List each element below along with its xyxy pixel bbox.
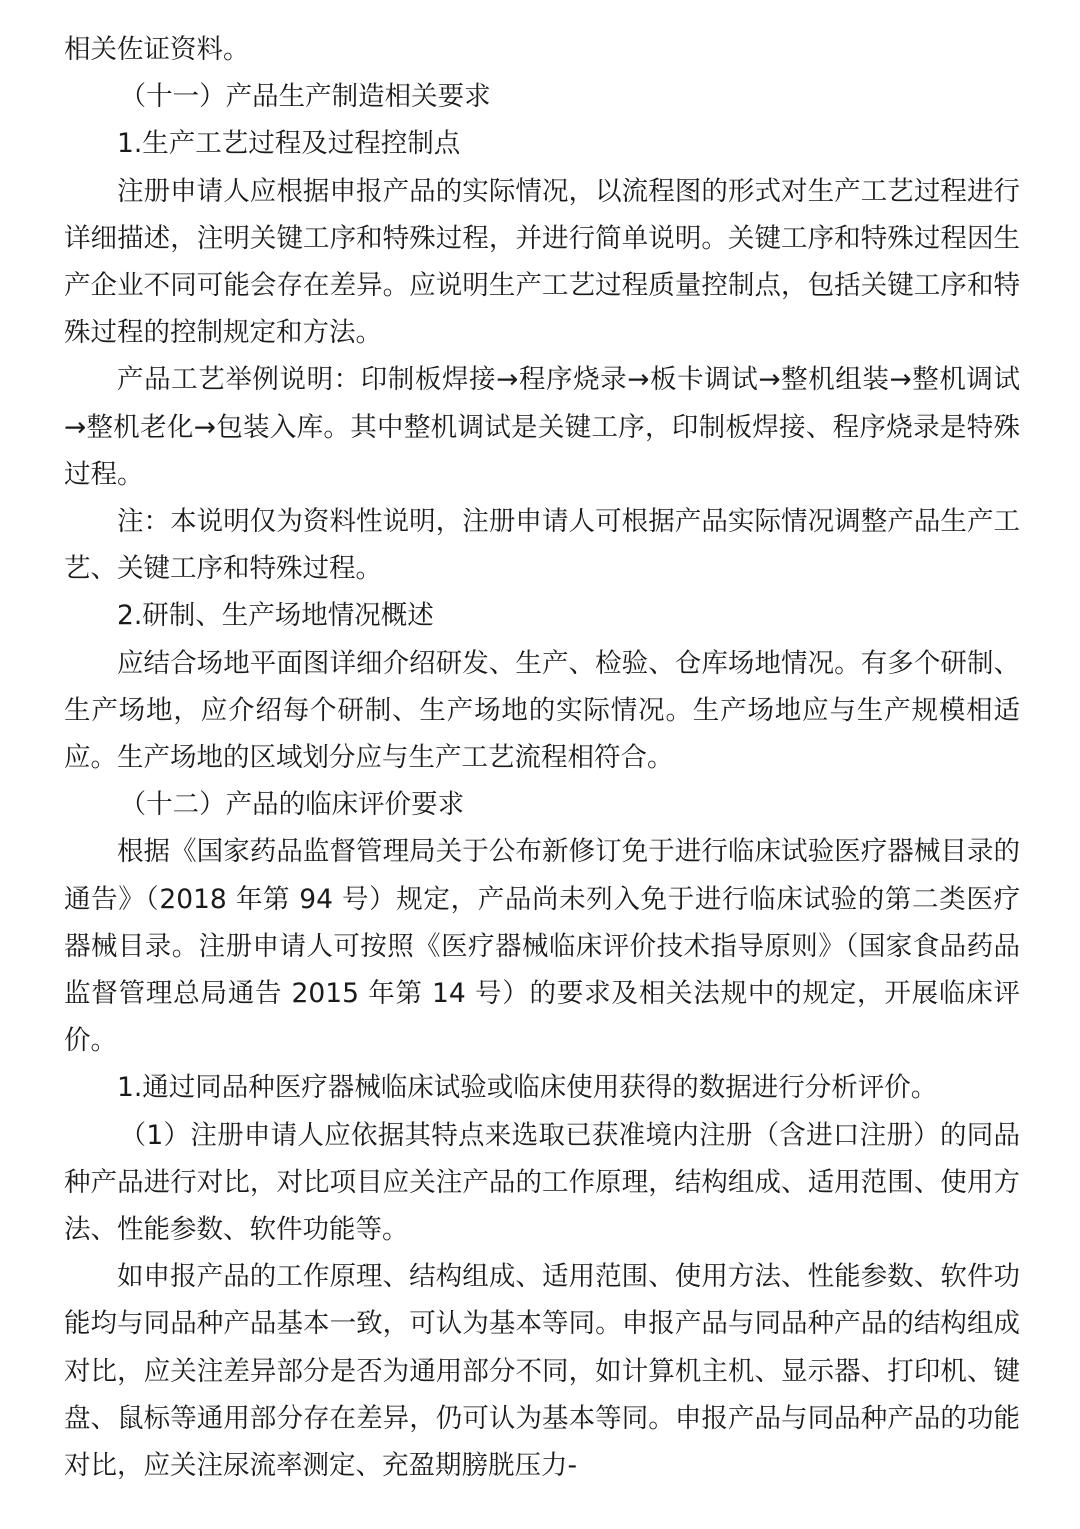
document-page	[64, 26, 1020, 1489]
subheading-same-type-evaluation: 1.通过同品种医疗器械临床试验或临床使用获得的数据进行分析评价。	[117, 1072, 938, 1104]
subheading-process-control: 1.生产工艺过程及过程控制点	[117, 128, 461, 160]
paragraph-continuation: 相关佐证资料。	[64, 34, 250, 65]
section-heading-11: （十一）产品生产制造相关要求	[119, 81, 491, 113]
paragraph-process-example: 产品工艺举例说明：印制板焊接→程序烧录→板卡调试→整机组装→整机调试→整机老化→包装入库。其中整机调试是关键工序，印制板焊接、程序烧录是特殊过程。	[64, 364, 1020, 490]
paragraph-site-description: 应结合场地平面图详细介绍研发、生产、检验、仓库场地情况。有多个研制、生产场地，应介绍每个研制、生产场地的实际情况。生产场地应与生产规模相适应。生产场地的区域划分应与生产工艺流程相符合。	[64, 647, 1020, 774]
paragraph-clinical-basis: 根据《国家药品监督管理局关于公布新修订免于进行临床试验医疗器械目录的通告》（2018 年第 94 号）规定，产品尚未列入免于进行临床试验的第二类医疗器械目录。注册申请人可按照《医疗器械临床评价技术指导原则》（国家食品药品监督管理总局通告 2015 年第 14 号）的要求及相关法规中的规定，开展临床评价。	[64, 836, 1020, 1057]
paragraph-process-description: 注册申请人应根据申报产品的实际情况，以流程图的形式对生产工艺过程进行详细描述，注明关键工序和特殊过程，并进行简单说明。关键工序和特殊过程因生产企业不同可能会存在差异。应说明生产工艺过程质量控制点，包括关键工序和特殊过程的控制规定和方法。	[64, 175, 1020, 349]
paragraph-equivalence: 如申报产品的工作原理、结构组成、适用范围、使用方法、性能参数、软件功能均与同品种产品基本一致，可认为基本等同。申报产品与同品种产品的结构组成对比，应关注差异部分是否为通用部分不同，如计算机主机、显示器、打印机、键盘、鼠标等通用部分存在差异，仍可认为基本等同。申报产品与同品种产品的功能对比，应关注尿流率测定、充盈期膀胱压力-	[64, 1261, 1020, 1482]
subheading-site-overview: 2.研制、生产场地情况概述	[117, 600, 434, 632]
paragraph-note: 注：本说明仅为资料性说明，注册申请人可根据产品实际情况调整产品生产工艺、关键工序和特殊过程。	[64, 506, 1020, 585]
section-heading-12: （十二）产品的临床评价要求	[119, 789, 465, 821]
paragraph-comparison-selection: （1）注册申请人应依据其特点来选取已获准境内注册（含进口注册）的同品种产品进行对比，对比项目应关注产品的工作原理，结构组成、适用范围、使用方法、性能参数、软件功能等。	[64, 1119, 1020, 1246]
